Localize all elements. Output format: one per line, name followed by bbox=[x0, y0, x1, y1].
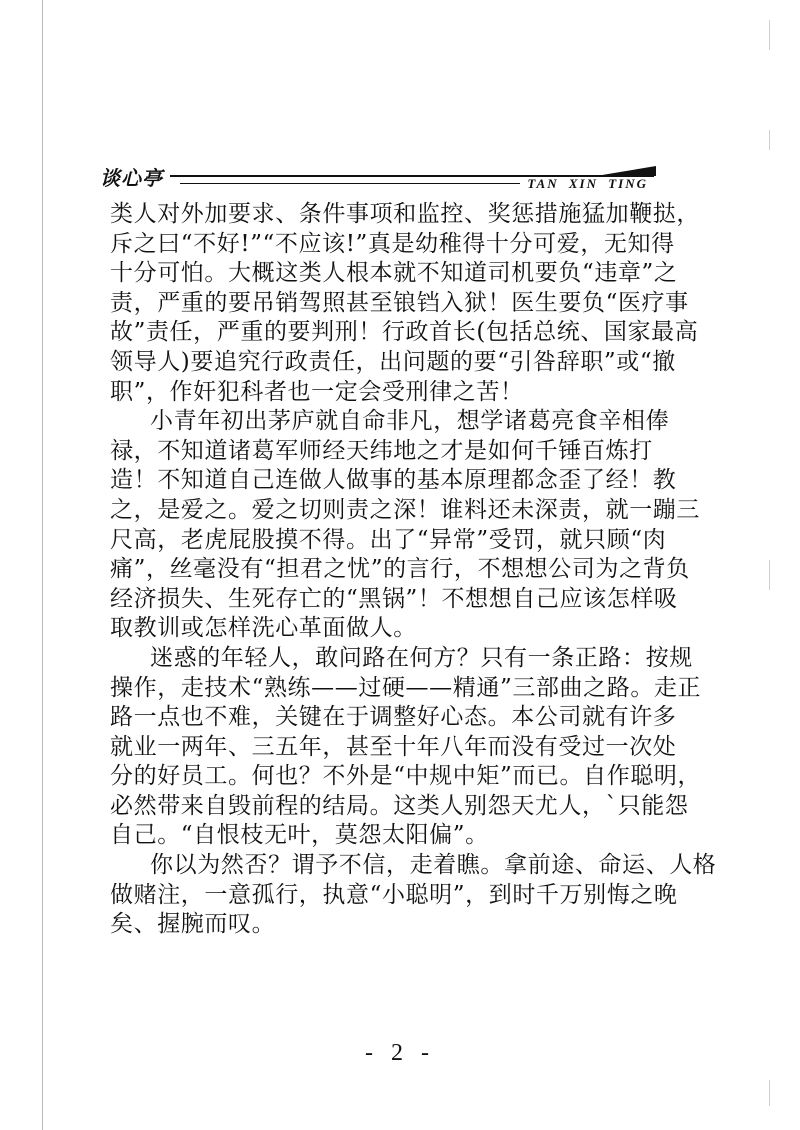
text-line: 矣、握腕而叹。 bbox=[110, 911, 276, 938]
text-line: 职”，作奸犯科者也一定会受刑律之苦！ bbox=[110, 378, 524, 405]
text-line: 禄，不知道诸葛军师经天纬地之才是如何千锤百炼打 bbox=[110, 437, 653, 464]
text-line: 做赌注，一意孤行，执意“小聪明”，到时千万别悔之晚 bbox=[110, 881, 678, 908]
text-line: 自己。“自恨枝无叶，莫怨太阳偏”。 bbox=[110, 822, 489, 849]
scan-edge-mark bbox=[769, 130, 770, 150]
text-line: 故”责任，严重的要判刑！行政首长(包括总统、国家最高 bbox=[110, 319, 699, 346]
text-line: 操作，走技术“熟练——过硬——精通”三部曲之路。走正 bbox=[110, 674, 702, 701]
header-title: 谈心亭 bbox=[100, 166, 163, 190]
text-line: 类人对外加要求、条件事项和监控、奖惩措施猛加鞭挞， bbox=[110, 201, 700, 227]
text-line: 必然带来自毁前程的结局。这类人别怨天尤人，`只能怨 bbox=[110, 792, 689, 819]
text-line: 斥之曰“不好!”“不应该!”真是幼稚得十分可爱，无知得 bbox=[110, 230, 675, 257]
header-wedge bbox=[596, 166, 656, 176]
text-line: 之，是爱之。爱之切则责之深！谁料还未深责，就一蹦三 bbox=[110, 496, 700, 523]
running-header bbox=[100, 162, 660, 196]
paragraph-start-line: 你以为然否？谓予不信，走着瞧。拿前途、命运、人格 bbox=[150, 852, 717, 879]
scan-edge-mark bbox=[769, 1080, 770, 1106]
text-line: 责，严重的要吊销驾照甚至锒铛入狱！医生要负“医疗事 bbox=[110, 289, 689, 316]
body-text bbox=[110, 200, 717, 940]
text-line: 领导人)要追究行政责任，出问题的要“引咎辞职”或“撤 bbox=[110, 348, 676, 375]
text-line: 经济损失、生死存亡的“黑锅”！不想想自己应该怎样吸 bbox=[110, 585, 678, 612]
text-line: 十分可怕。大概这类人根本就不知道司机要负“违章”之 bbox=[110, 260, 678, 287]
paragraph-start-line: 迷惑的年轻人，敢问路在何方？只有一条正路：按规 bbox=[150, 644, 693, 671]
binding-edge-line bbox=[42, 0, 43, 1130]
header-rule-bottom bbox=[180, 183, 520, 184]
page-number: - 2 - bbox=[365, 1040, 435, 1066]
text-line: 尺高，老虎屁股摸不得。出了“异常”受罚，就只顾“肉 bbox=[110, 526, 667, 553]
paragraph-start-line: 小青年初出茅庐就自命非凡，想学诸葛亮食辛相俸 bbox=[150, 408, 670, 435]
text-line: 取教训或怎样洗心革面做人。 bbox=[110, 615, 417, 642]
text-line: 分的好员工。何也？不外是“中规中矩”而已。自作聪明， bbox=[110, 763, 702, 790]
text-line: 路一点也不难，关键在于调整好心态。本公司就有许多 bbox=[110, 704, 677, 731]
header-subtitle: TAN XIN TING bbox=[527, 176, 648, 191]
scan-edge-mark bbox=[769, 560, 770, 590]
text-line: 造！不知道自己连做人做事的基本原理都念歪了经！教 bbox=[110, 467, 677, 494]
scan-edge-mark bbox=[769, 20, 770, 50]
text-line: 痛”，丝毫没有“担君之忧”的言行，不想想公司为之背负 bbox=[110, 556, 690, 583]
text-line: 就业一两年、三五年，甚至十年八年而没有受过一次处 bbox=[110, 733, 677, 760]
